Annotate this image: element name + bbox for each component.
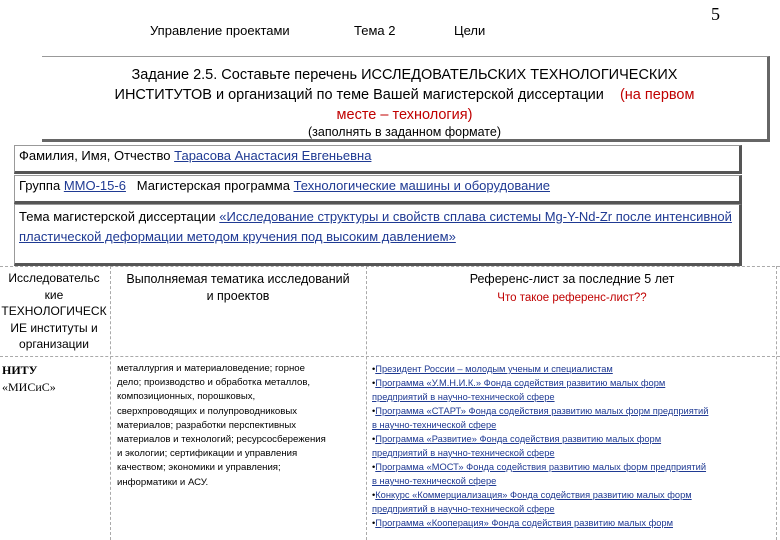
topics-line: металлургия и материаловедение; горное bbox=[117, 363, 305, 374]
reference-links bbox=[372, 362, 776, 530]
reference-link[interactable]: •Программа «У.М.Н.И.К.» Фонда содействия развитию малых форм bbox=[372, 378, 666, 388]
col-header-line: кие bbox=[44, 287, 64, 302]
reference-link[interactable]: предприятий в научно-технической сфере bbox=[372, 448, 555, 458]
research-topics bbox=[117, 362, 365, 490]
org-name bbox=[2, 362, 108, 396]
col-header-institutes bbox=[0, 270, 108, 353]
col-header-line: Выполняемая тематика исследований bbox=[126, 272, 350, 286]
topics-line: дело; производство и обработка металлов, bbox=[117, 377, 311, 389]
thesis-value[interactable]: «Исследование структуры и свойств сплава системы Mg-Y-Nd-Zr после интенсивной пластической деформации методом кручения под высоким давлением» bbox=[19, 209, 732, 244]
reference-link[interactable]: •Программа «СТАРТ» Фонда содействия развитию малых форм предприятий bbox=[372, 406, 709, 416]
name-label: Фамилия, Имя, Отчество bbox=[19, 148, 171, 163]
program-value[interactable]: Технологические машины и оборудование bbox=[293, 178, 551, 193]
topics-line: композиционных, порошковых, bbox=[117, 391, 256, 403]
org-name-line: «МИСиС» bbox=[2, 380, 56, 394]
table-divider bbox=[366, 266, 367, 540]
student-name-row bbox=[14, 145, 742, 174]
topics-line: информатики и АСУ. bbox=[117, 476, 209, 488]
thesis-label: Тема магистерской диссертации bbox=[19, 209, 216, 224]
col-header-reference bbox=[370, 271, 774, 306]
task-line-1: Задание 2.5. Составьте перечень ИССЛЕДОВАТЕЛЬСКИХ ТЕХНОЛОГИЧЕСКИХ bbox=[131, 67, 678, 83]
col-header-line: и проектов bbox=[206, 288, 270, 303]
col-header-line: ИЕ институты и bbox=[10, 320, 98, 335]
task-line-2 bbox=[42, 85, 767, 105]
task-box bbox=[42, 56, 770, 142]
task-format-note: (заполнять в заданном формате) bbox=[308, 125, 501, 139]
col-header-line: организации bbox=[19, 337, 89, 351]
header-tab-theme[interactable]: Тема 2 bbox=[354, 23, 396, 38]
reference-list-question: Что такое референс-лист?? bbox=[497, 291, 647, 304]
topics-line: и экологии; сертификации и управления bbox=[117, 448, 298, 460]
header-tab-project-management[interactable]: Управление проектами bbox=[150, 23, 290, 38]
org-name-line: НИТУ bbox=[2, 363, 38, 377]
page-number: 5 bbox=[711, 4, 720, 24]
task-text bbox=[42, 65, 767, 125]
table-divider bbox=[110, 266, 111, 540]
task-line-3-accent: месте – технология) bbox=[336, 107, 473, 123]
program-label: Магистерская программа bbox=[136, 178, 290, 193]
col-header-topics bbox=[112, 271, 364, 304]
student-group-row bbox=[14, 175, 742, 204]
task-line-2-accent: (на первом bbox=[619, 87, 695, 103]
group-value[interactable]: ММО-15-6 bbox=[63, 178, 126, 193]
student-thesis-row bbox=[14, 204, 742, 266]
topics-line: сверхпроводящих и полупроводниковых bbox=[117, 405, 298, 417]
reference-link[interactable]: предприятий в научно-технической сфере bbox=[372, 392, 555, 402]
task-line-2-text: ИНСТИТУТОВ и организаций по теме Вашей магистерской диссертации bbox=[114, 87, 604, 103]
topics-line: качеством; экономики и управления; bbox=[117, 462, 281, 474]
col-header-line: Референс-лист за последние 5 лет bbox=[469, 272, 675, 286]
reference-link[interactable]: в научно-технической сфере bbox=[372, 420, 497, 430]
group-label: Группа bbox=[19, 178, 61, 193]
reference-link[interactable]: •Программа «Развитие» Фонда содействия развитию малых форм bbox=[372, 434, 662, 444]
topics-line: материалов и технологий; ресурсосбережения bbox=[117, 434, 326, 446]
table-divider bbox=[776, 266, 777, 540]
table-divider bbox=[0, 356, 780, 357]
reference-link[interactable]: •Президент России – молодым ученым и специалистам bbox=[372, 364, 613, 374]
reference-link[interactable]: в научно-технической сфере bbox=[372, 476, 497, 486]
reference-link[interactable]: •Программа «Кооперация» Фонда содействия развитию малых форм bbox=[372, 518, 673, 528]
table-divider bbox=[0, 266, 780, 267]
header-tab-goals[interactable]: Цели bbox=[454, 23, 486, 38]
col-header-line: Исследовательс bbox=[8, 271, 100, 285]
reference-link[interactable]: •Конкурс «Коммерциализация» Фонда содействия развитию малых форм bbox=[372, 490, 692, 500]
name-value[interactable]: Тарасова Анастасия Евгеньевна bbox=[174, 148, 372, 163]
reference-link[interactable]: •Программа «МОСТ» Фонда содействия развитию малых форм предприятий bbox=[372, 462, 707, 472]
topics-line: материалов; разработки перспективных bbox=[117, 419, 297, 431]
reference-link[interactable]: предприятий в научно-технической сфере bbox=[372, 504, 555, 514]
col-header-line: ТЕХНОЛОГИЧЕСК bbox=[1, 304, 107, 318]
